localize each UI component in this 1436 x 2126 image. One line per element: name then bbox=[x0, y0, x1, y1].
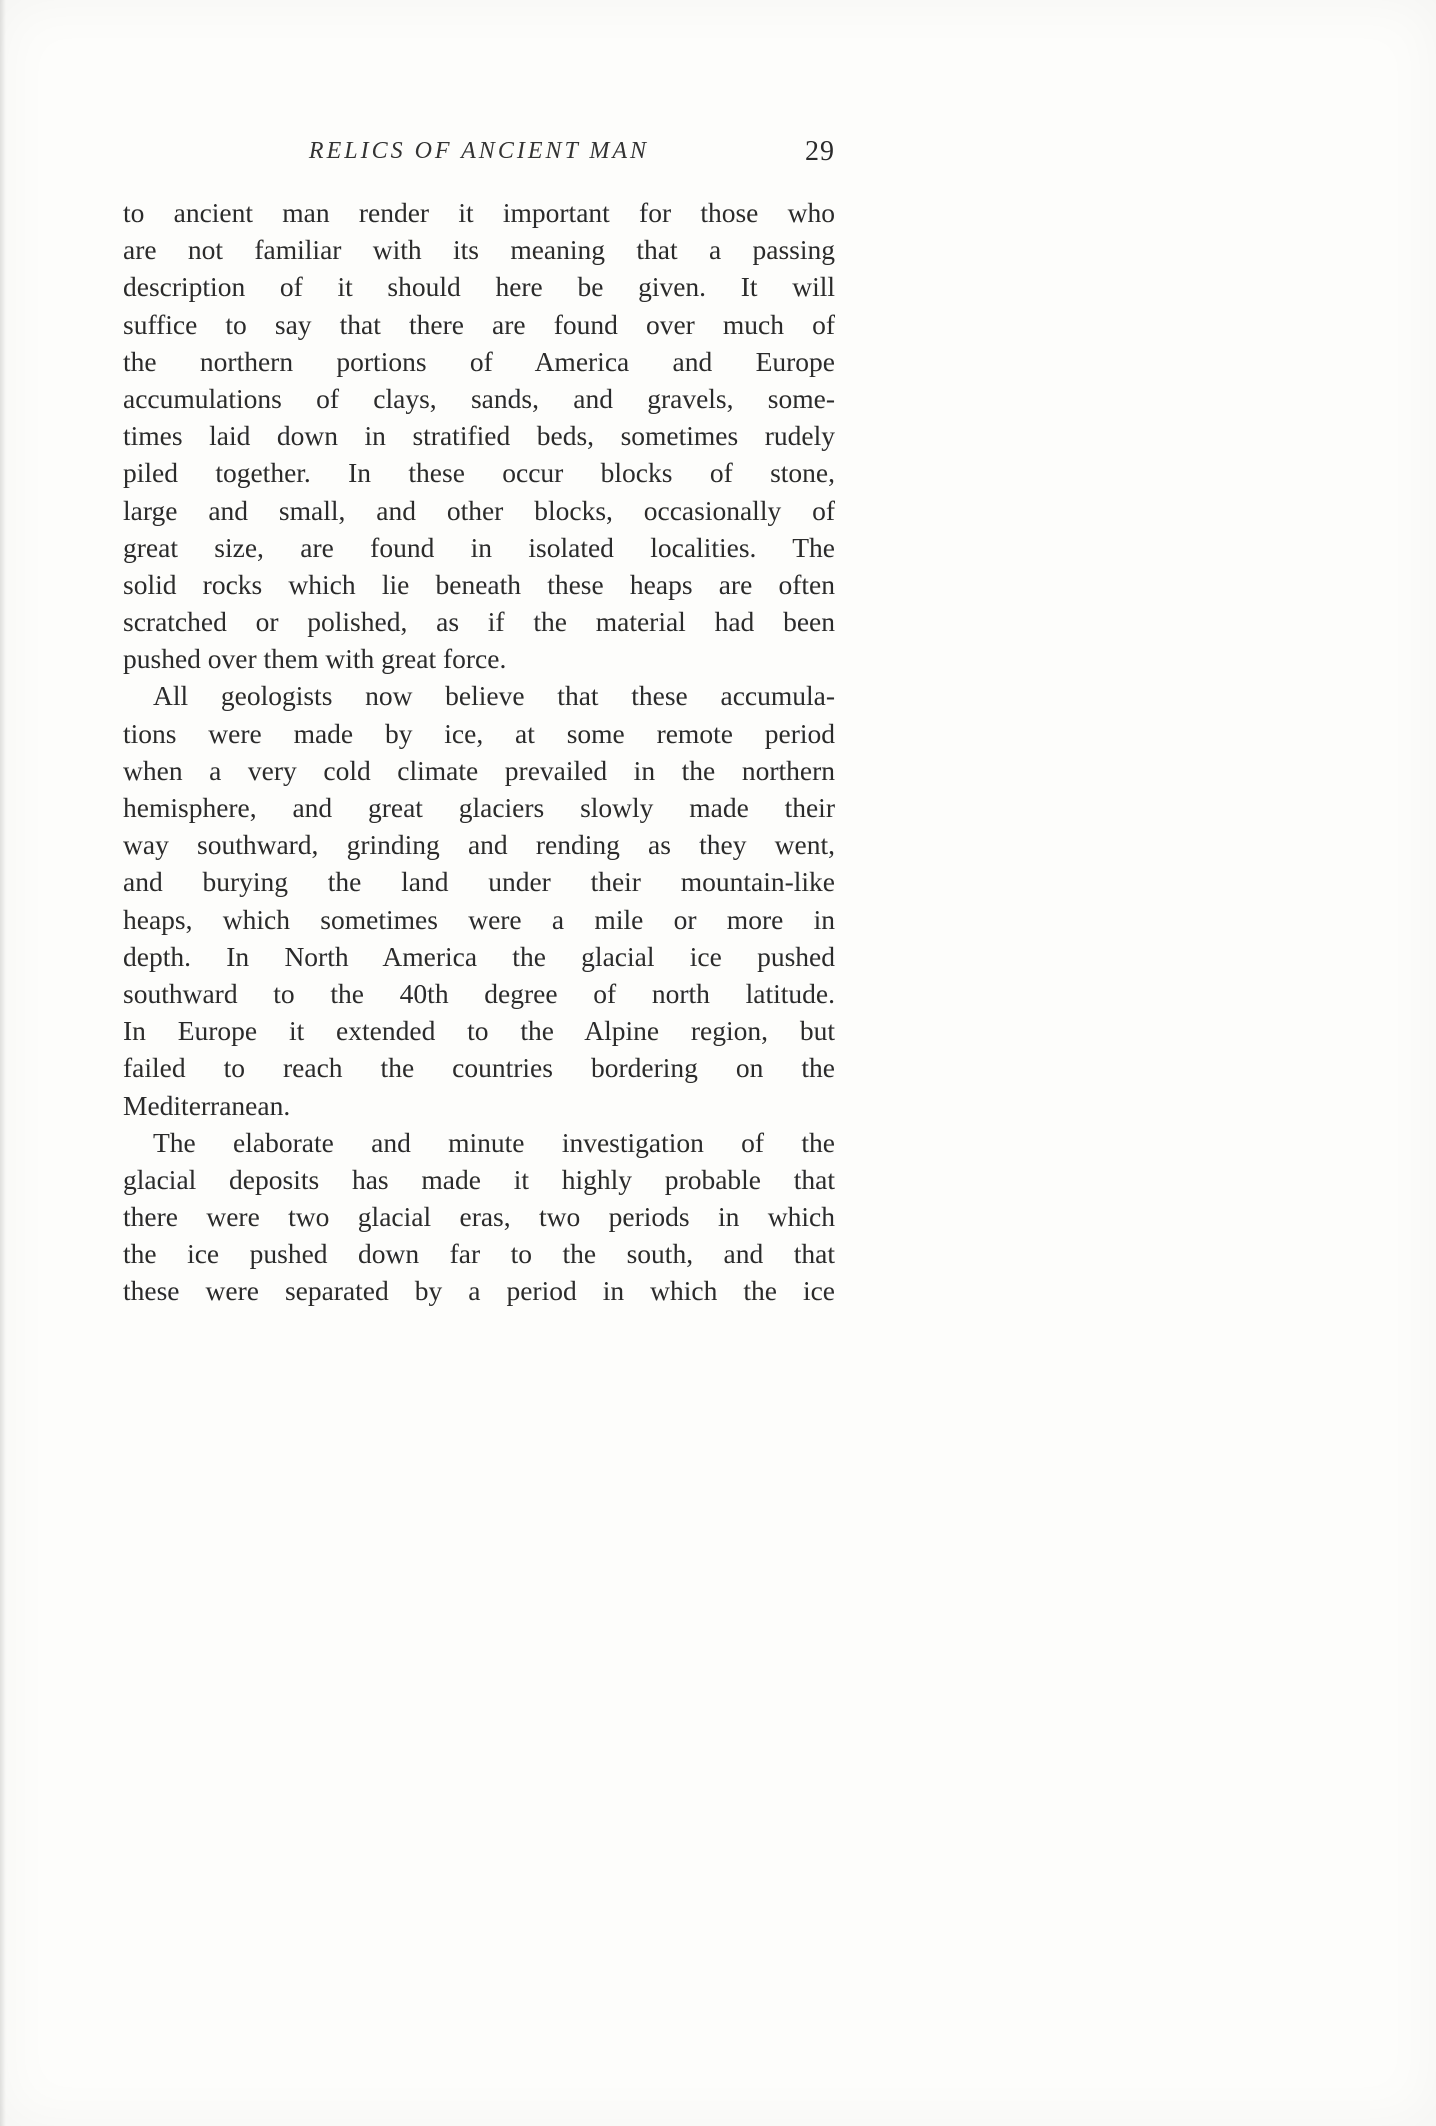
text-line: there were two glacial eras, two periods in which bbox=[123, 1201, 835, 1233]
paragraph bbox=[123, 194, 835, 677]
text-line: hemisphere, and great glaciers slowly made their bbox=[123, 792, 835, 823]
text-line: In Europe it extended to the Alpine region, but bbox=[123, 1015, 835, 1047]
paragraph bbox=[123, 1124, 835, 1310]
header-title: RELICS OF ANCIENT MAN bbox=[308, 138, 650, 164]
text-line: scratched or polished, as if the material had been bbox=[123, 606, 835, 638]
page-number: 29 bbox=[805, 136, 835, 167]
text-line: these were separated by a period in which the ice bbox=[123, 1275, 835, 1307]
text-line: failed to reach the countries bordering on the bbox=[123, 1052, 835, 1084]
text-line: pushed over them with great force. bbox=[123, 643, 507, 675]
text-line: and burying the land under their mountain-like bbox=[123, 866, 835, 898]
text-line: glacial deposits has made it highly probable that bbox=[123, 1163, 835, 1195]
text-line: Mediterranean. bbox=[123, 1089, 291, 1121]
text-line: All geologists now believe that these accumula- bbox=[153, 680, 835, 712]
text-line: The elaborate and minute investigation of the bbox=[153, 1126, 835, 1158]
text-line: the ice pushed down far to the south, and that bbox=[123, 1238, 835, 1270]
text-line: piled together. In these occur blocks of stone, bbox=[123, 457, 835, 489]
text-line: southward to the 40th degree of north latitude. bbox=[123, 977, 835, 1009]
text-line: are not familiar with its meaning that a passing bbox=[123, 234, 835, 266]
text-line: great size, are found in isolated localities. The bbox=[123, 531, 835, 563]
text-line: the northern portions of America and Europe bbox=[123, 345, 835, 377]
text-line: to ancient man render it important for those who bbox=[123, 197, 835, 228]
scan-edge-shadow bbox=[0, 0, 6, 2126]
text-line: suffice to say that there are found over much of bbox=[123, 308, 835, 340]
text-line: when a very cold climate prevailed in the northern bbox=[123, 754, 835, 786]
paragraph bbox=[123, 677, 835, 1123]
text-line: way southward, grinding and rending as they went, bbox=[123, 829, 835, 861]
running-header bbox=[123, 138, 835, 178]
body-text bbox=[123, 194, 835, 1310]
text-line: solid rocks which lie beneath these heaps are often bbox=[123, 568, 835, 600]
text-line: times laid down in stratified beds, sometimes rudely bbox=[123, 420, 835, 452]
text-line: description of it should here be given. It will bbox=[123, 271, 835, 303]
text-line: heaps, which sometimes were a mile or more in bbox=[123, 903, 835, 935]
text-line: depth. In North America the glacial ice pushed bbox=[123, 940, 835, 972]
text-line: accumulations of clays, sands, and gravels, some- bbox=[123, 382, 835, 414]
text-line: large and small, and other blocks, occasionally of bbox=[123, 494, 835, 526]
text-line: tions were made by ice, at some remote period bbox=[123, 717, 835, 749]
